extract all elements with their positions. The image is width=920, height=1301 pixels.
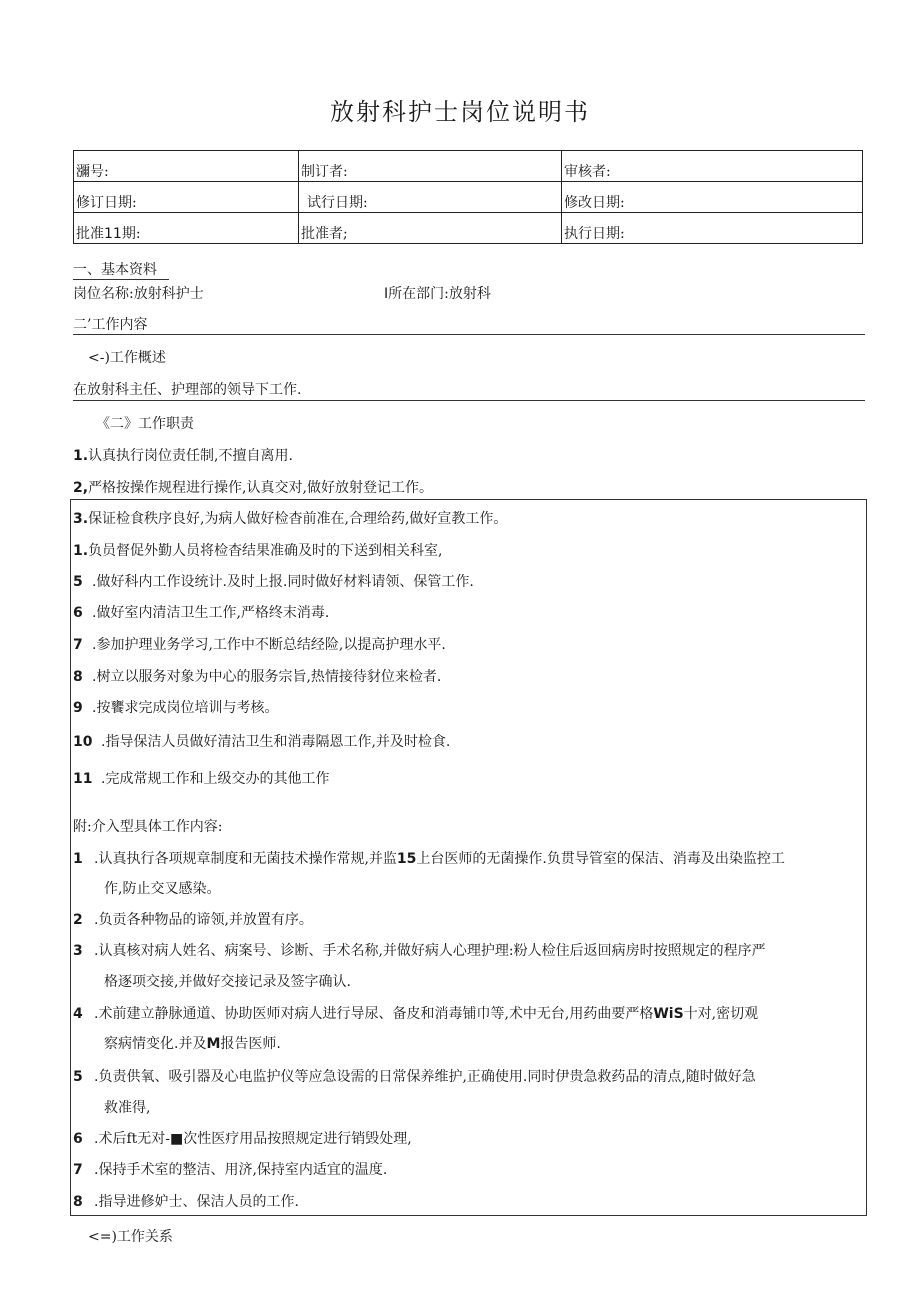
list-item-number: 8	[73, 1194, 83, 1210]
list-item: .负贡各种物品的谛领,并放置有序。	[94, 912, 313, 928]
list-item: 2,严格按操作规程进行操作,认真交对,做好放射登记工作。	[73, 480, 433, 496]
list-item: .按饔求完成岗位培训与考核。	[92, 700, 279, 716]
effective-date-cell: 执行日期:	[562, 213, 863, 244]
list-item: 3.保证检食秩序良好,为病人做好检杳前准在,合理给药,做好宣教工作。	[73, 511, 508, 527]
page-title: 放射科护士岗位说明书	[330, 98, 590, 126]
table-row	[74, 213, 863, 244]
list-item-number: 1	[73, 851, 83, 867]
list-item-number: 11	[73, 771, 93, 787]
author-cell: 制订者:	[299, 151, 562, 182]
heading-underline	[73, 279, 169, 280]
list-item: 1.负员督促外勤人员将检杳结果准确及时的下送到相关科室,	[73, 543, 443, 559]
section-basic-heading: 一、基本资料	[73, 262, 157, 278]
list-item-number: 5	[73, 574, 83, 590]
list-item: .做好室内清洁卫生工作,严格终末消毒.	[92, 605, 330, 621]
list-item-number: 7	[73, 637, 83, 653]
list-item-number: 9	[73, 700, 83, 716]
relations-heading: <=)工作关系	[88, 1229, 173, 1245]
overview-heading: <-)工作概述	[88, 350, 166, 366]
overview-text: 在放射科主任、护理部的领导下工作.	[73, 382, 302, 398]
divider	[73, 400, 865, 401]
list-item-number: 6	[73, 1131, 83, 1147]
list-item-continuation: 救准得,	[104, 1100, 151, 1116]
reviewer-cell: 审核者:	[562, 151, 863, 182]
department	[384, 285, 491, 303]
table-row	[74, 182, 863, 213]
position-name: 岗位名称:放射科护士	[73, 286, 204, 302]
document-info-table	[73, 150, 863, 244]
list-item-number: 2	[73, 912, 83, 928]
section-work-heading: 二’工作内容	[73, 317, 148, 333]
list-item: .认真执行各项规章制度和无菌技术操作常规,并监15上台医师的无菌操作.负贯导管室的保洁、消毒及出染监控工	[94, 851, 785, 867]
list-item: .认真核对病人姓名、病案号、诊断、手术名称,并做好病人心理护理:粉人检住后返回病房时按照规定的程序严	[94, 943, 766, 959]
list-item-number: 3	[73, 943, 83, 959]
list-item: .做好科内工作设统计.及时上报.同时做好材料请领、保管工作.	[92, 574, 474, 590]
list-item: .指导进修妒士、保洁人员的工作.	[94, 1194, 299, 1210]
doc-number-cell: 瀰号:	[74, 151, 299, 182]
list-item-number: 5	[73, 1069, 83, 1085]
list-item: .术后ft无对-■次性医疗用品按照规定进行销毁处理,	[94, 1131, 412, 1147]
approval-date-suffix: 期:	[121, 226, 141, 242]
list-item: .保持手术室的整洁、用济,保持室内适宜的温度.	[94, 1162, 388, 1178]
list-item: .指导保洁人员做好清沽卫生和消毒隔恩工作,并及时检食.	[101, 734, 451, 750]
approver-cell: 批准者;	[299, 213, 562, 244]
duties-heading: 《二》工作职责	[96, 416, 194, 432]
table-row	[74, 151, 863, 182]
dept-text: 所在部门:放射科	[388, 286, 491, 302]
divider	[73, 334, 865, 335]
list-item-continuation: 作,防止交叉感染。	[104, 881, 221, 897]
list-item: .完成常规工作和上级交办的其他工作	[101, 771, 330, 787]
list-item-number: 4	[73, 1006, 83, 1022]
approval-date-label: 批准11	[76, 226, 122, 242]
dept-marker: I	[384, 286, 389, 302]
list-item-number: 8	[73, 669, 83, 685]
appendix-heading: 附:介入型具体工作内容:	[73, 819, 223, 835]
trial-date-cell: 试行日期:	[299, 182, 562, 213]
list-item: .树立以服务对象为中心的服务宗旨,热情接待豺位来检者.	[92, 669, 442, 685]
modify-date-cell: 修改日期:	[562, 182, 863, 213]
list-item: .术前建立静脉通道、协助医师对病人进行导尿、备皮和消毒铺巾等,术中无台,用药曲要严格WiS十对,密切观	[94, 1006, 759, 1022]
approval-date-cell	[74, 213, 299, 244]
list-item-continuation: 察病情变化.并及M报告医师.	[104, 1036, 281, 1052]
list-item-continuation: 格逐项交接,并做好交接记录及签字确认.	[104, 974, 351, 990]
list-item-number: 7	[73, 1162, 83, 1178]
list-item-number: 10	[73, 734, 93, 750]
list-item: .参加护理业务学习,工作中不断总结经险,以提高护理水平.	[92, 637, 446, 653]
list-item-number: 6	[73, 605, 83, 621]
revision-date-cell: 修订日期:	[74, 182, 299, 213]
list-item: .负责供氧、吸引器及心电监护仪等应急设需的日常保养维护,正确使用.同时伊贵急救药品的清点,随时做好急	[94, 1069, 756, 1085]
list-item: 1.认真执行岗位责任制,不擅自离用.	[73, 448, 293, 464]
